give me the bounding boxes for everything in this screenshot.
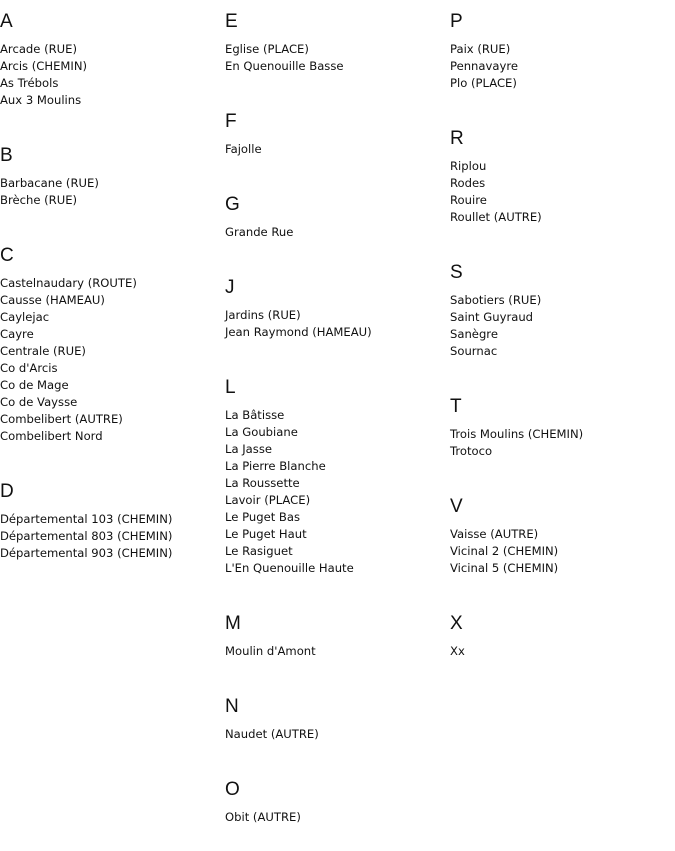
group-spacer bbox=[450, 92, 675, 117]
street-link[interactable]: Moulin d'Amont bbox=[225, 644, 316, 658]
street-list bbox=[0, 275, 225, 445]
street-link[interactable]: Jean Raymond (HAMEAU) bbox=[225, 325, 372, 339]
street-list bbox=[0, 511, 225, 562]
street-link[interactable]: La Pierre Blanche bbox=[225, 459, 326, 473]
letter-group-v bbox=[450, 496, 675, 602]
street-link[interactable]: La Goubiane bbox=[225, 425, 298, 439]
letter-heading: E bbox=[225, 11, 238, 32]
letter-heading: N bbox=[225, 696, 239, 717]
street-index-column-2 bbox=[225, 0, 450, 851]
street-link[interactable]: Vaisse (AUTRE) bbox=[450, 527, 539, 541]
street-link[interactable]: Naudet (AUTRE) bbox=[225, 727, 319, 741]
street-link[interactable]: Centrale (RUE) bbox=[0, 344, 86, 358]
street-link[interactable]: Pennavayre bbox=[450, 59, 518, 73]
street-link[interactable]: Barbacane (RUE) bbox=[0, 176, 99, 190]
street-link[interactable]: Xx bbox=[450, 644, 465, 658]
street-list bbox=[225, 224, 450, 241]
letter-group-c bbox=[0, 245, 225, 470]
street-link[interactable]: Obit (AUTRE) bbox=[225, 810, 301, 824]
letter-group-d bbox=[0, 481, 225, 587]
street-link[interactable]: Fajolle bbox=[225, 142, 262, 156]
letter-heading: O bbox=[225, 779, 240, 800]
street-link[interactable]: Aux 3 Moulins bbox=[0, 93, 82, 107]
street-link[interactable]: Sanègre bbox=[450, 327, 498, 341]
group-spacer bbox=[0, 109, 225, 134]
group-spacer bbox=[225, 826, 450, 851]
street-link[interactable]: Causse (HAMEAU) bbox=[0, 293, 105, 307]
street-link[interactable]: Co d'Arcis bbox=[0, 361, 58, 375]
group-spacer bbox=[225, 75, 450, 100]
street-link[interactable]: Trotoco bbox=[450, 444, 493, 458]
letter-heading: L bbox=[225, 377, 236, 398]
letter-heading: A bbox=[0, 11, 13, 32]
letter-group-g bbox=[225, 194, 450, 266]
letter-group-l bbox=[225, 377, 450, 602]
street-link[interactable]: Rouire bbox=[450, 193, 487, 207]
street-list bbox=[225, 726, 450, 743]
letter-group-b bbox=[0, 145, 225, 234]
street-link[interactable]: Caylejac bbox=[0, 310, 50, 324]
group-spacer bbox=[450, 226, 675, 251]
street-list bbox=[0, 41, 225, 109]
street-list bbox=[450, 643, 675, 660]
letter-heading: T bbox=[450, 396, 462, 417]
street-link[interactable]: Paix (RUE) bbox=[450, 42, 511, 56]
letter-group-n bbox=[225, 696, 450, 768]
letter-heading: X bbox=[450, 613, 463, 634]
street-link[interactable]: Départemental 803 (CHEMIN) bbox=[0, 529, 173, 543]
street-link[interactable]: Eglise (PLACE) bbox=[225, 42, 309, 56]
group-spacer bbox=[0, 445, 225, 470]
letter-heading: D bbox=[0, 481, 14, 502]
street-link[interactable]: Arcis (CHEMIN) bbox=[0, 59, 88, 73]
street-link[interactable]: Brèche (RUE) bbox=[0, 193, 78, 207]
letter-group-j bbox=[225, 277, 450, 366]
street-link[interactable]: La Jasse bbox=[225, 442, 272, 456]
street-link[interactable]: Cayre bbox=[0, 327, 34, 341]
street-link[interactable]: Jardins (RUE) bbox=[225, 308, 301, 322]
street-link[interactable]: Riplou bbox=[450, 159, 487, 173]
letter-group-x bbox=[450, 613, 675, 685]
street-list bbox=[225, 307, 450, 341]
street-link[interactable]: Roullet (AUTRE) bbox=[450, 210, 542, 224]
street-link[interactable]: La Roussette bbox=[225, 476, 300, 490]
letter-heading: S bbox=[450, 262, 463, 283]
letter-heading: G bbox=[225, 194, 240, 215]
letter-heading: P bbox=[450, 11, 463, 32]
street-link[interactable]: Arcade (RUE) bbox=[0, 42, 78, 56]
street-link[interactable]: L'En Quenouille Haute bbox=[225, 561, 354, 575]
street-link[interactable]: Le Puget Haut bbox=[225, 527, 307, 541]
street-list bbox=[450, 158, 675, 226]
street-list bbox=[450, 292, 675, 360]
street-link[interactable]: La Bâtisse bbox=[225, 408, 285, 422]
group-spacer bbox=[450, 660, 675, 685]
street-link[interactable]: Co de Mage bbox=[0, 378, 69, 392]
group-spacer bbox=[0, 562, 225, 587]
street-link[interactable]: Le Puget Bas bbox=[225, 510, 301, 524]
group-spacer bbox=[0, 209, 225, 234]
letter-heading: R bbox=[450, 128, 464, 149]
street-link[interactable]: Départemental 103 (CHEMIN) bbox=[0, 512, 173, 526]
group-spacer bbox=[225, 577, 450, 602]
street-link[interactable]: Le Rasiguet bbox=[225, 544, 293, 558]
letter-heading: J bbox=[225, 277, 235, 298]
street-list bbox=[225, 141, 450, 158]
group-spacer bbox=[225, 158, 450, 183]
street-index-column-1 bbox=[0, 0, 225, 587]
letter-heading: F bbox=[225, 111, 237, 132]
letter-heading: V bbox=[450, 496, 463, 517]
group-spacer bbox=[450, 460, 675, 485]
letter-group-m bbox=[225, 613, 450, 685]
street-link[interactable]: Grande Rue bbox=[225, 225, 294, 239]
letter-group-o bbox=[225, 779, 450, 851]
letter-group-p bbox=[450, 11, 675, 117]
group-spacer bbox=[450, 360, 675, 385]
letter-group-r bbox=[450, 128, 675, 251]
street-list bbox=[450, 526, 675, 577]
street-list bbox=[225, 407, 450, 577]
letter-heading: C bbox=[0, 245, 14, 266]
letter-heading: B bbox=[0, 145, 13, 166]
street-link[interactable]: Saint Guyraud bbox=[450, 310, 534, 324]
street-list bbox=[225, 643, 450, 660]
street-link[interactable]: Co de Vaysse bbox=[0, 395, 78, 409]
letter-group-s bbox=[450, 262, 675, 385]
letter-group-e bbox=[225, 11, 450, 100]
street-link[interactable]: As Trébols bbox=[0, 76, 59, 90]
street-link[interactable]: Vicinal 5 (CHEMIN) bbox=[450, 561, 559, 575]
street-link[interactable]: Castelnaudary (ROUTE) bbox=[0, 276, 137, 290]
street-index-column-3 bbox=[450, 0, 675, 685]
street-list bbox=[225, 809, 450, 826]
street-link[interactable]: En Quenouille Basse bbox=[225, 59, 344, 73]
street-link[interactable]: Trois Moulins (CHEMIN) bbox=[450, 427, 584, 441]
street-link[interactable]: Combelibert (AUTRE) bbox=[0, 412, 123, 426]
letter-group-f bbox=[225, 111, 450, 183]
group-spacer bbox=[225, 660, 450, 685]
street-link[interactable]: Départemental 903 (CHEMIN) bbox=[0, 546, 173, 560]
letter-heading: M bbox=[225, 613, 241, 634]
group-spacer bbox=[225, 341, 450, 366]
group-spacer bbox=[225, 743, 450, 768]
street-link[interactable]: Combelibert Nord bbox=[0, 429, 103, 443]
street-link[interactable]: Rodes bbox=[450, 176, 486, 190]
street-link[interactable]: Plo (PLACE) bbox=[450, 76, 517, 90]
street-link[interactable]: Sournac bbox=[450, 344, 498, 358]
group-spacer bbox=[450, 577, 675, 602]
street-list bbox=[225, 41, 450, 75]
letter-group-a bbox=[0, 11, 225, 134]
street-link[interactable]: Lavoir (PLACE) bbox=[225, 493, 311, 507]
group-spacer bbox=[225, 241, 450, 266]
street-list bbox=[450, 426, 675, 460]
street-link[interactable]: Vicinal 2 (CHEMIN) bbox=[450, 544, 559, 558]
letter-group-t bbox=[450, 396, 675, 485]
street-link[interactable]: Sabotiers (RUE) bbox=[450, 293, 542, 307]
street-list bbox=[0, 175, 225, 209]
street-list bbox=[450, 41, 675, 92]
